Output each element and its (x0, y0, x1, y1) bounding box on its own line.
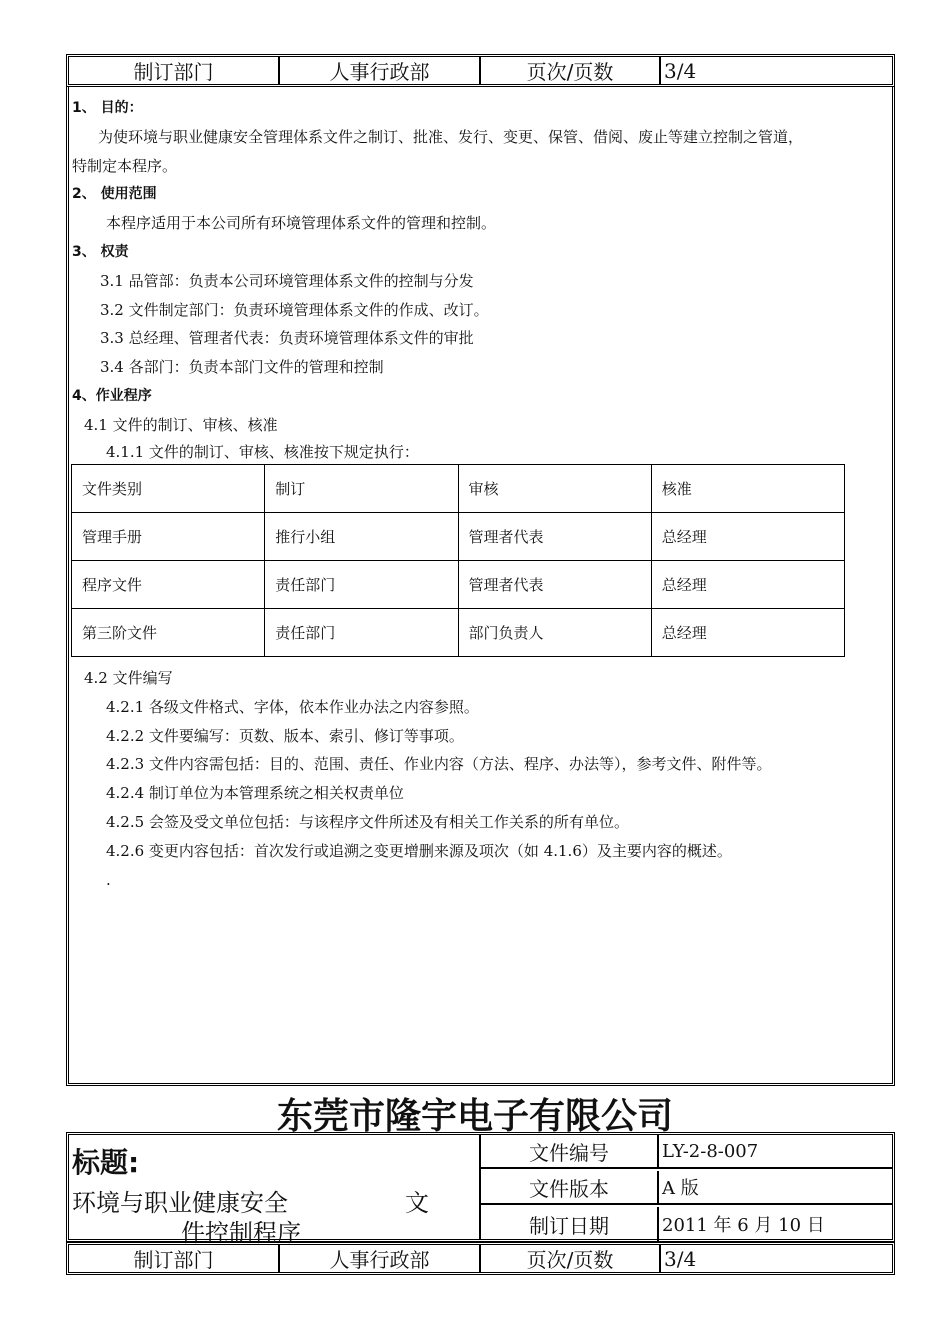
dept-value: 人事行政部 (280, 1245, 481, 1272)
table-cell: 总经理 (651, 513, 844, 561)
table-cell: 审核 (458, 465, 651, 513)
page-label: 页次/页数 (481, 1245, 661, 1272)
table-cell: 管理者代表 (458, 561, 651, 609)
date-row (481, 1207, 892, 1241)
title-label: 标题: (72, 1146, 140, 1179)
page-value: 3/4 (664, 58, 697, 83)
table-cell: 总经理 (651, 609, 844, 657)
dept-label: 制订部门 (69, 1245, 280, 1272)
table-cell: 部门负责人 (458, 609, 651, 657)
table-cell: 总经理 (651, 561, 844, 609)
trailing-dot: . (106, 870, 111, 889)
section-4-2-title: 4.2 文件编写 (84, 669, 173, 687)
section-3-title: 3、 权责 (72, 243, 129, 260)
section-4-2-item: 4.2.4 制订单位为本管理系统之相关权责单位 (106, 784, 404, 803)
section-3-item: 3.2 文件制定部门：负责环境管理体系文件的作成、改订。 (100, 300, 489, 319)
approval-table (71, 464, 845, 657)
table-cell: 文件类别 (72, 465, 265, 513)
section-1-title: 1、 目的： (72, 100, 143, 116)
section-4-2-item: 4.2.6 变更内容包括：首次发行或追溯之变更增删来源及项次（如 4.1.6）及主要内容的概述。 (106, 841, 732, 860)
version-value: A 版 (662, 1178, 699, 1199)
company-name: 东莞市隆宇电子有限公司 (276, 1096, 673, 1137)
date-value: 2011 年 6 月 10 日 (662, 1215, 825, 1236)
section-3-item: 3.4 各部门：负责本部门文件的管理和控制 (100, 358, 384, 377)
section-4-2-item: 4.2.3 文件内容需包括：目的、范围、责任、作业内容（方法、程序、办法等），参考文件、附件等。 (106, 755, 772, 774)
table-cell: 第三阶文件 (72, 609, 265, 657)
table-cell: 管理者代表 (458, 513, 651, 561)
title-line-2: 件控制程序 (181, 1219, 301, 1247)
table-cell: 程序文件 (72, 561, 265, 609)
page-value: 3/4 (664, 1246, 697, 1271)
table-row (72, 561, 845, 609)
table-cell: 管理手册 (72, 513, 265, 561)
table-cell: 责任部门 (265, 561, 458, 609)
table-cell: 核准 (651, 465, 844, 513)
doc-no-value: LY-2-8-007 (662, 1140, 759, 1162)
footer-title-cell (69, 1135, 481, 1247)
section-4-1: 4.1 文件的制订、审核、核准 (84, 415, 278, 434)
footer-info-table (66, 1132, 895, 1247)
section-2-body: 本程序适用于本公司所有环境管理体系文件的管理和控制。 (106, 214, 497, 233)
table-cell: 制订 (265, 465, 458, 513)
version-label: 文件版本 (481, 1171, 659, 1203)
table-cell: 责任部门 (265, 609, 458, 657)
title-line-1-end: 文 (405, 1189, 429, 1217)
doc-no-label: 文件编号 (481, 1135, 659, 1167)
date-label: 制订日期 (481, 1207, 659, 1241)
table-row (72, 609, 845, 657)
section-1-body-cont: 特制定本程序。 (72, 156, 178, 175)
section-3-item: 3.1 品管部：负责本公司环境管理体系文件的控制与分发 (100, 271, 474, 290)
section-1-body: 为使环境与职业健康安全管理体系文件之制订、批准、发行、变更、保管、借阅、废止等建立控制之管道， (98, 127, 804, 146)
section-3-item: 3.3 总经理、管理者代表：负责环境管理体系文件的审批 (100, 329, 474, 348)
table-cell: 推行小组 (265, 513, 458, 561)
title-line-1: 环境与职业健康安全 (72, 1189, 288, 1217)
doc-no-row (481, 1135, 892, 1169)
section-4-2-item: 4.2.2 文件要编写：页数、版本、索引、修订等事项。 (106, 726, 464, 745)
section-4-2-item: 4.2.1 各级文件格式、字体，依本作业办法之内容参照。 (106, 697, 479, 716)
section-4-2-item: 4.2.5 会签及受文单位包括：与该程序文件所述及有相关工作关系的所有单位。 (106, 812, 629, 831)
section-4-title: 4、作业程序 (72, 387, 152, 404)
dept-label: 制订部门 (69, 57, 280, 84)
footer-header-table (66, 1242, 895, 1275)
section-2-title: 2、 使用范围 (72, 186, 157, 203)
header-table (66, 54, 895, 87)
document-body (72, 94, 887, 464)
dept-value: 人事行政部 (280, 57, 481, 84)
table-header-row (72, 465, 845, 513)
section-4-1-1: 4.1.1 文件的制订、审核、核准按下规定执行： (106, 442, 419, 461)
page-label: 页次/页数 (481, 57, 661, 84)
table-row (72, 513, 845, 561)
section-4-2 (72, 664, 887, 894)
version-row (481, 1171, 892, 1205)
